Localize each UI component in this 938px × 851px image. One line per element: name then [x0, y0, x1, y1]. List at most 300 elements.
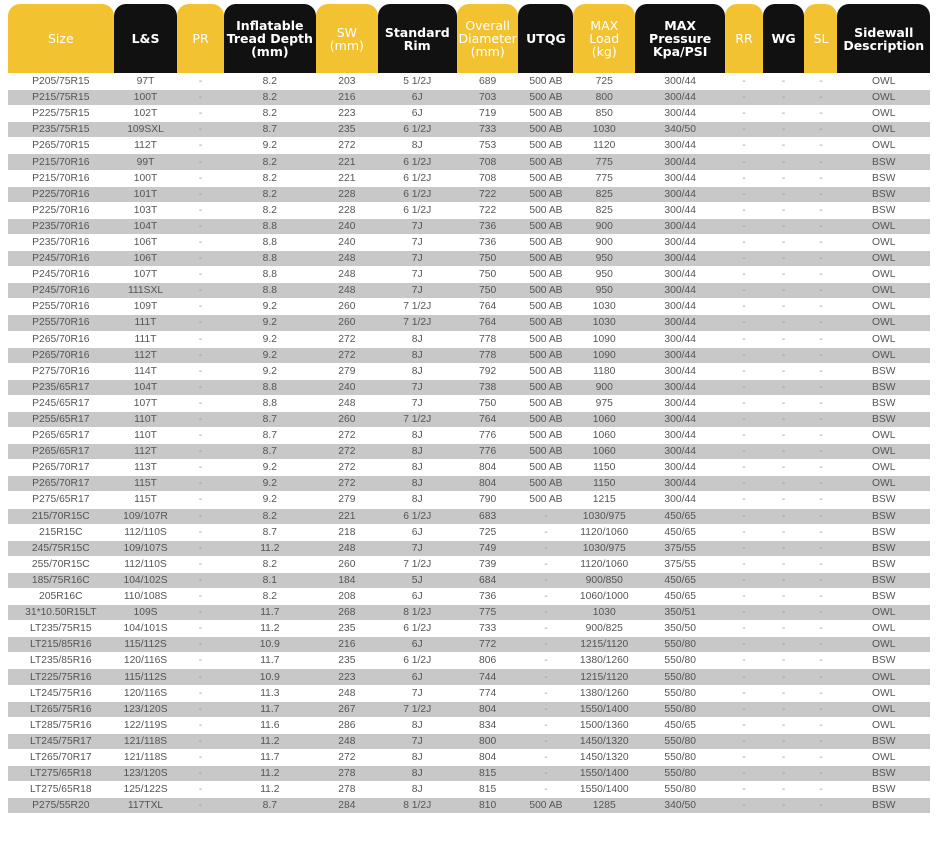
- cell-wg: -: [763, 395, 805, 411]
- cell-sidewall: BSW: [837, 733, 930, 749]
- cell-sw: 286: [316, 717, 378, 733]
- cell-size: P245/65R17: [8, 395, 114, 411]
- cell-pr: -: [177, 186, 223, 202]
- column-header-sl: [804, 4, 837, 73]
- cell-load: 1450/1320: [573, 733, 635, 749]
- cell-ls: 104/102S: [114, 572, 178, 588]
- cell-od: 776: [457, 443, 519, 459]
- cell-size: P265/70R17: [8, 475, 114, 491]
- cell-ls: 112/110S: [114, 524, 178, 540]
- cell-utqg: 500 AB: [518, 395, 573, 411]
- cell-ls: 112T: [114, 443, 178, 459]
- cell-pressure: 300/44: [635, 298, 725, 314]
- cell-od: 764: [457, 298, 519, 314]
- table-row: [8, 202, 930, 218]
- cell-load: 1120/1060: [573, 524, 635, 540]
- cell-utqg: -: [518, 556, 573, 572]
- table-row: [8, 427, 930, 443]
- cell-sl: -: [804, 524, 837, 540]
- cell-ls: 109S: [114, 604, 178, 620]
- cell-od: 736: [457, 588, 519, 604]
- cell-rim: 6J: [378, 524, 457, 540]
- table-row: [8, 314, 930, 330]
- column-header-label: Overall Diameter (mm): [458, 18, 517, 59]
- cell-ls: 100T: [114, 170, 178, 186]
- cell-ls: 112T: [114, 137, 178, 153]
- cell-ls: 97T: [114, 73, 178, 89]
- cell-load: 1060: [573, 427, 635, 443]
- cell-sidewall: OWL: [837, 443, 930, 459]
- cell-pressure: 550/80: [635, 668, 725, 684]
- cell-rr: -: [725, 363, 762, 379]
- cell-size: LT245/75R17: [8, 733, 114, 749]
- cell-rim: 6 1/2J: [378, 508, 457, 524]
- cell-pressure: 550/80: [635, 652, 725, 668]
- cell-sw: 248: [316, 540, 378, 556]
- cell-sl: -: [804, 781, 837, 797]
- cell-tread: 11.2: [224, 620, 316, 636]
- cell-od: 804: [457, 749, 519, 765]
- cell-sw: 260: [316, 314, 378, 330]
- table-row: [8, 652, 930, 668]
- cell-utqg: -: [518, 620, 573, 636]
- cell-sidewall: OWL: [837, 105, 930, 121]
- cell-rr: -: [725, 733, 762, 749]
- table-row: [8, 749, 930, 765]
- cell-wg: -: [763, 186, 805, 202]
- table-row: [8, 121, 930, 137]
- cell-utqg: 500 AB: [518, 218, 573, 234]
- cell-wg: -: [763, 508, 805, 524]
- cell-load: 1550/1400: [573, 701, 635, 717]
- cell-od: 815: [457, 765, 519, 781]
- cell-tread: 8.7: [224, 121, 316, 137]
- cell-sw: 267: [316, 701, 378, 717]
- cell-pressure: 300/44: [635, 395, 725, 411]
- cell-wg: -: [763, 170, 805, 186]
- cell-utqg: 500 AB: [518, 411, 573, 427]
- cell-od: 736: [457, 234, 519, 250]
- cell-pressure: 450/65: [635, 524, 725, 540]
- cell-ls: 122/119S: [114, 717, 178, 733]
- cell-sl: -: [804, 137, 837, 153]
- cell-od: 790: [457, 491, 519, 507]
- cell-size: P265/70R15: [8, 137, 114, 153]
- cell-tread: 8.8: [224, 218, 316, 234]
- cell-wg: -: [763, 218, 805, 234]
- cell-load: 1215/1120: [573, 668, 635, 684]
- cell-sw: 278: [316, 765, 378, 781]
- cell-sl: -: [804, 186, 837, 202]
- cell-od: 703: [457, 89, 519, 105]
- cell-od: 792: [457, 363, 519, 379]
- cell-rr: -: [725, 89, 762, 105]
- cell-tread: 9.2: [224, 491, 316, 507]
- cell-rr: -: [725, 234, 762, 250]
- cell-pr: -: [177, 89, 223, 105]
- cell-sw: 248: [316, 733, 378, 749]
- cell-load: 950: [573, 250, 635, 266]
- cell-tread: 9.2: [224, 475, 316, 491]
- table-row: [8, 234, 930, 250]
- cell-sl: -: [804, 89, 837, 105]
- cell-od: 772: [457, 636, 519, 652]
- cell-pressure: 550/80: [635, 636, 725, 652]
- cell-tread: 9.2: [224, 363, 316, 379]
- cell-rim: 7J: [378, 733, 457, 749]
- cell-rr: -: [725, 105, 762, 121]
- cell-sl: -: [804, 459, 837, 475]
- cell-od: 810: [457, 797, 519, 813]
- cell-size: LT215/85R16: [8, 636, 114, 652]
- cell-pr: -: [177, 411, 223, 427]
- cell-utqg: 500 AB: [518, 73, 573, 89]
- cell-size: P275/70R16: [8, 363, 114, 379]
- cell-wg: -: [763, 733, 805, 749]
- cell-pressure: 300/44: [635, 250, 725, 266]
- cell-sw: 235: [316, 620, 378, 636]
- cell-load: 1180: [573, 363, 635, 379]
- cell-utqg: 500 AB: [518, 105, 573, 121]
- cell-wg: -: [763, 572, 805, 588]
- table-row: [8, 685, 930, 701]
- cell-utqg: -: [518, 572, 573, 588]
- cell-ls: 109SXL: [114, 121, 178, 137]
- cell-tread: 10.9: [224, 636, 316, 652]
- cell-load: 1285: [573, 797, 635, 813]
- cell-wg: -: [763, 701, 805, 717]
- cell-od: 739: [457, 556, 519, 572]
- cell-rr: -: [725, 395, 762, 411]
- cell-ls: 120/116S: [114, 652, 178, 668]
- cell-load: 1060: [573, 443, 635, 459]
- cell-sw: 228: [316, 186, 378, 202]
- cell-wg: -: [763, 202, 805, 218]
- cell-utqg: -: [518, 604, 573, 620]
- cell-sidewall: OWL: [837, 749, 930, 765]
- cell-load: 1215/1120: [573, 636, 635, 652]
- cell-sidewall: BSW: [837, 588, 930, 604]
- cell-tread: 8.2: [224, 170, 316, 186]
- cell-pr: -: [177, 395, 223, 411]
- column-header-sidewall: [837, 4, 930, 73]
- cell-ls: 111T: [114, 331, 178, 347]
- cell-sl: -: [804, 170, 837, 186]
- cell-sw: 248: [316, 282, 378, 298]
- cell-od: 750: [457, 395, 519, 411]
- cell-pr: -: [177, 556, 223, 572]
- cell-ls: 99T: [114, 153, 178, 169]
- cell-utqg: 500 AB: [518, 314, 573, 330]
- cell-od: 733: [457, 121, 519, 137]
- cell-sw: 218: [316, 524, 378, 540]
- table-row: [8, 73, 930, 89]
- cell-rim: 8J: [378, 781, 457, 797]
- cell-pr: -: [177, 218, 223, 234]
- cell-rim: 6J: [378, 89, 457, 105]
- cell-rim: 6 1/2J: [378, 121, 457, 137]
- cell-tread: 8.1: [224, 572, 316, 588]
- cell-tread: 8.2: [224, 153, 316, 169]
- cell-pr: -: [177, 202, 223, 218]
- cell-rim: 6 1/2J: [378, 202, 457, 218]
- cell-wg: -: [763, 89, 805, 105]
- cell-utqg: 500 AB: [518, 459, 573, 475]
- cell-pr: -: [177, 797, 223, 813]
- cell-pressure: 300/44: [635, 89, 725, 105]
- cell-sl: -: [804, 443, 837, 459]
- cell-rr: -: [725, 717, 762, 733]
- cell-od: 708: [457, 170, 519, 186]
- cell-sw: 240: [316, 379, 378, 395]
- cell-sw: 260: [316, 556, 378, 572]
- cell-rim: 6J: [378, 588, 457, 604]
- cell-utqg: 500 AB: [518, 250, 573, 266]
- cell-sw: 272: [316, 331, 378, 347]
- cell-pressure: 300/44: [635, 234, 725, 250]
- cell-pr: -: [177, 685, 223, 701]
- cell-sw: 272: [316, 137, 378, 153]
- cell-load: 1550/1400: [573, 781, 635, 797]
- cell-pr: -: [177, 314, 223, 330]
- cell-sl: -: [804, 266, 837, 282]
- cell-sl: -: [804, 298, 837, 314]
- cell-od: 719: [457, 105, 519, 121]
- cell-size: P235/70R16: [8, 218, 114, 234]
- cell-load: 1060: [573, 411, 635, 427]
- cell-od: 725: [457, 524, 519, 540]
- cell-sw: 279: [316, 491, 378, 507]
- cell-tread: 8.8: [224, 266, 316, 282]
- cell-tread: 8.8: [224, 282, 316, 298]
- cell-sidewall: OWL: [837, 604, 930, 620]
- cell-utqg: -: [518, 749, 573, 765]
- cell-sw: 272: [316, 347, 378, 363]
- cell-sidewall: BSW: [837, 186, 930, 202]
- cell-utqg: 500 AB: [518, 427, 573, 443]
- cell-sw: 248: [316, 266, 378, 282]
- cell-sidewall: BSW: [837, 781, 930, 797]
- tire-spec-table: [8, 4, 930, 813]
- cell-sw: 240: [316, 218, 378, 234]
- cell-size: P275/55R20: [8, 797, 114, 813]
- table-row: [8, 733, 930, 749]
- cell-load: 725: [573, 73, 635, 89]
- cell-rr: -: [725, 121, 762, 137]
- table-row: [8, 379, 930, 395]
- cell-load: 1150: [573, 459, 635, 475]
- cell-rr: -: [725, 153, 762, 169]
- column-header-ls: [114, 4, 178, 73]
- cell-sidewall: BSW: [837, 508, 930, 524]
- cell-load: 1060/1000: [573, 588, 635, 604]
- table-row: [8, 475, 930, 491]
- table-row: [8, 347, 930, 363]
- cell-pressure: 340/50: [635, 121, 725, 137]
- cell-rim: 7J: [378, 540, 457, 556]
- cell-ls: 115/112S: [114, 636, 178, 652]
- cell-sw: 203: [316, 73, 378, 89]
- cell-pressure: 300/44: [635, 443, 725, 459]
- cell-size: LT225/75R16: [8, 668, 114, 684]
- cell-rr: -: [725, 701, 762, 717]
- cell-od: 776: [457, 427, 519, 443]
- cell-size: P265/65R17: [8, 443, 114, 459]
- cell-size: P205/75R15: [8, 73, 114, 89]
- table-row: [8, 604, 930, 620]
- cell-pr: -: [177, 250, 223, 266]
- cell-sidewall: BSW: [837, 170, 930, 186]
- cell-wg: -: [763, 475, 805, 491]
- column-header-label: MAX Pressure Kpa/PSI: [649, 18, 712, 59]
- cell-rr: -: [725, 250, 762, 266]
- cell-size: P245/70R16: [8, 282, 114, 298]
- cell-wg: -: [763, 379, 805, 395]
- cell-rim: 8J: [378, 475, 457, 491]
- cell-size: LT275/65R18: [8, 781, 114, 797]
- cell-rr: -: [725, 685, 762, 701]
- cell-sl: -: [804, 363, 837, 379]
- cell-load: 950: [573, 266, 635, 282]
- cell-ls: 103T: [114, 202, 178, 218]
- cell-pressure: 375/55: [635, 540, 725, 556]
- cell-sidewall: OWL: [837, 137, 930, 153]
- cell-wg: -: [763, 491, 805, 507]
- cell-ls: 121/118S: [114, 749, 178, 765]
- cell-wg: -: [763, 105, 805, 121]
- cell-rr: -: [725, 331, 762, 347]
- cell-sidewall: OWL: [837, 717, 930, 733]
- cell-utqg: -: [518, 733, 573, 749]
- cell-tread: 11.7: [224, 701, 316, 717]
- cell-od: 774: [457, 685, 519, 701]
- cell-ls: 104/101S: [114, 620, 178, 636]
- cell-tread: 8.8: [224, 395, 316, 411]
- cell-sw: 248: [316, 395, 378, 411]
- cell-utqg: -: [518, 668, 573, 684]
- cell-rim: 7 1/2J: [378, 411, 457, 427]
- cell-utqg: 500 AB: [518, 443, 573, 459]
- cell-sw: 278: [316, 781, 378, 797]
- cell-rr: -: [725, 475, 762, 491]
- cell-utqg: 500 AB: [518, 121, 573, 137]
- cell-size: P255/70R16: [8, 314, 114, 330]
- cell-tread: 11.3: [224, 685, 316, 701]
- column-header-sw: [316, 4, 378, 73]
- cell-wg: -: [763, 459, 805, 475]
- cell-utqg: 500 AB: [518, 202, 573, 218]
- cell-load: 1090: [573, 331, 635, 347]
- cell-utqg: -: [518, 765, 573, 781]
- cell-od: 804: [457, 701, 519, 717]
- cell-load: 1120: [573, 137, 635, 153]
- cell-sw: 235: [316, 652, 378, 668]
- cell-od: 736: [457, 218, 519, 234]
- table-row: [8, 556, 930, 572]
- cell-load: 1150: [573, 475, 635, 491]
- column-header-tread: [224, 4, 316, 73]
- column-header-utqg: [518, 4, 573, 73]
- cell-sidewall: BSW: [837, 572, 930, 588]
- column-header-label: Inflatable Tread Depth (mm): [226, 18, 313, 59]
- cell-rim: 7J: [378, 234, 457, 250]
- cell-sidewall: OWL: [837, 685, 930, 701]
- cell-ls: 110T: [114, 427, 178, 443]
- cell-sl: -: [804, 620, 837, 636]
- cell-tread: 8.8: [224, 379, 316, 395]
- cell-ls: 120/116S: [114, 685, 178, 701]
- cell-load: 1030/975: [573, 508, 635, 524]
- cell-od: 708: [457, 153, 519, 169]
- cell-wg: -: [763, 314, 805, 330]
- cell-sl: -: [804, 395, 837, 411]
- cell-size: LT245/75R16: [8, 685, 114, 701]
- cell-sl: -: [804, 250, 837, 266]
- cell-pressure: 550/80: [635, 685, 725, 701]
- cell-sl: -: [804, 234, 837, 250]
- cell-sidewall: BSW: [837, 797, 930, 813]
- cell-sl: -: [804, 508, 837, 524]
- cell-size: LT235/75R15: [8, 620, 114, 636]
- cell-load: 900: [573, 234, 635, 250]
- column-header-wg: [763, 4, 805, 73]
- table-row: [8, 459, 930, 475]
- cell-rim: 8J: [378, 443, 457, 459]
- cell-wg: -: [763, 347, 805, 363]
- column-header-label: SW (mm): [329, 24, 364, 53]
- cell-ls: 107T: [114, 266, 178, 282]
- cell-rr: -: [725, 556, 762, 572]
- cell-tread: 11.2: [224, 765, 316, 781]
- table-row: [8, 636, 930, 652]
- table-row: [8, 524, 930, 540]
- cell-pressure: 300/44: [635, 282, 725, 298]
- cell-sw: 272: [316, 443, 378, 459]
- cell-wg: -: [763, 668, 805, 684]
- cell-tread: 8.7: [224, 443, 316, 459]
- table-row: [8, 781, 930, 797]
- cell-sl: -: [804, 202, 837, 218]
- cell-tread: 11.6: [224, 717, 316, 733]
- cell-wg: -: [763, 524, 805, 540]
- cell-ls: 117TXL: [114, 797, 178, 813]
- cell-ls: 110T: [114, 411, 178, 427]
- column-header-pr: [177, 4, 223, 73]
- cell-pr: -: [177, 749, 223, 765]
- cell-tread: 9.2: [224, 347, 316, 363]
- cell-rim: 8J: [378, 137, 457, 153]
- table-row: [8, 186, 930, 202]
- cell-load: 775: [573, 170, 635, 186]
- cell-load: 1030/975: [573, 540, 635, 556]
- cell-ls: 115/112S: [114, 668, 178, 684]
- cell-load: 1030: [573, 314, 635, 330]
- cell-pr: -: [177, 620, 223, 636]
- cell-sl: -: [804, 749, 837, 765]
- cell-pressure: 340/50: [635, 797, 725, 813]
- cell-ls: 104T: [114, 218, 178, 234]
- cell-size: P245/70R16: [8, 266, 114, 282]
- column-header-label: Size: [47, 31, 74, 46]
- cell-sidewall: BSW: [837, 379, 930, 395]
- cell-rr: -: [725, 491, 762, 507]
- cell-rr: -: [725, 218, 762, 234]
- cell-pr: -: [177, 347, 223, 363]
- cell-sl: -: [804, 717, 837, 733]
- cell-sw: 240: [316, 234, 378, 250]
- cell-pressure: 550/80: [635, 749, 725, 765]
- cell-rim: 6 1/2J: [378, 186, 457, 202]
